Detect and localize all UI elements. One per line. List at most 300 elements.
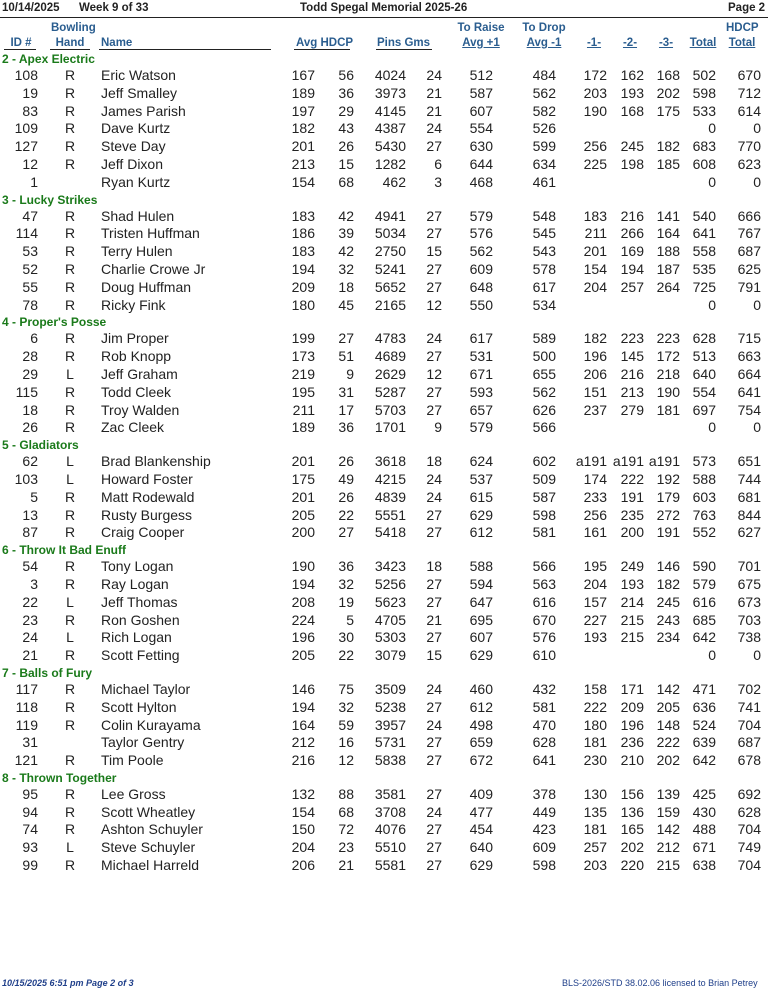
table-row	[0, 594, 768, 612]
cell-gms: 24	[426, 488, 442, 505]
cell-g3: 272	[656, 506, 680, 523]
cell-g3: 192	[656, 470, 680, 487]
cell-g3: 187	[656, 260, 680, 277]
cell-hand: R	[64, 243, 76, 260]
cell-pins: 3973	[374, 84, 406, 101]
cell-g3: 181	[656, 401, 680, 418]
cell-drop: 609	[532, 839, 556, 856]
cell-gms: 27	[426, 401, 442, 418]
cell-g1: 180	[583, 716, 607, 733]
table-row	[0, 85, 768, 103]
cell-total: 425	[692, 785, 716, 802]
cell-gms: 21	[426, 611, 442, 628]
cell-pins: 3079	[374, 647, 406, 664]
cell-avg: 175	[291, 470, 315, 487]
cell-hdcp-total: 678	[737, 752, 761, 769]
cell-hdcp: 18	[338, 278, 354, 295]
cell-hand: R	[64, 611, 76, 628]
cell-drop: 378	[532, 785, 556, 802]
cell-avg: 167	[291, 67, 315, 83]
table-row	[0, 138, 768, 156]
cell-total: 590	[692, 558, 716, 575]
cell-raise: 498	[469, 716, 493, 733]
cell-g2: 222	[620, 470, 644, 487]
cell-name: Taylor Gentry	[101, 734, 185, 751]
cell-id: 13	[22, 506, 38, 523]
cell-g1: 135	[583, 803, 607, 820]
cell-avg: 201	[291, 138, 315, 155]
cell-hand: R	[64, 680, 76, 697]
cell-id: 22	[22, 593, 38, 610]
cell-total: 683	[692, 138, 716, 155]
cell-hdcp-total: 754	[737, 401, 761, 418]
cell-g2: 215	[620, 629, 644, 646]
cell-g1: 193	[583, 629, 607, 646]
cell-id: 6	[30, 330, 38, 347]
table-row	[0, 752, 768, 770]
cell-hdcp-total: 651	[737, 453, 761, 470]
cell-hdcp: 32	[338, 260, 354, 277]
cell-hdcp-total: 663	[737, 348, 761, 365]
cell-drop: 581	[532, 698, 556, 715]
cell-hdcp: 68	[338, 173, 354, 190]
cell-raise: 617	[469, 330, 493, 347]
cell-total: 573	[692, 453, 716, 470]
cell-raise: 640	[469, 839, 493, 856]
column-headers	[0, 20, 768, 52]
cell-id: 118	[15, 698, 38, 715]
cell-raise: 615	[469, 488, 493, 505]
cell-g1: 204	[583, 575, 607, 592]
cell-avg: 189	[291, 419, 315, 436]
cell-total: 640	[692, 365, 716, 382]
cell-hdcp: 51	[338, 348, 354, 365]
cell-name: Colin Kurayama	[101, 716, 201, 733]
cell-hdcp-total: 767	[737, 225, 761, 242]
cell-g2: 162	[620, 67, 644, 83]
team-header: 8 - Thrown Together	[2, 770, 117, 785]
cell-id: 28	[22, 348, 38, 365]
cell-hdcp-total: 675	[737, 575, 761, 592]
cell-g3: 172	[656, 348, 680, 365]
cell-total: 533	[692, 102, 716, 119]
cell-hand: R	[64, 752, 76, 769]
cell-g1: 195	[583, 558, 607, 575]
cell-raise: 609	[469, 260, 493, 277]
cell-name: Jeff Dixon	[101, 155, 163, 172]
cell-hdcp-total: 687	[737, 243, 761, 260]
cell-g2: 156	[620, 785, 644, 802]
cell-gms: 18	[426, 558, 442, 575]
cell-hdcp-total: 687	[737, 734, 761, 751]
cell-drop: 582	[532, 102, 556, 119]
cell-g2: 145	[620, 348, 644, 365]
cell-gms: 27	[426, 225, 442, 242]
cell-hdcp-total: 712	[737, 84, 761, 101]
cell-drop: 526	[532, 120, 556, 137]
cell-hand: R	[64, 383, 76, 400]
cell-pins: 5303	[374, 629, 406, 646]
cell-hdcp: 42	[338, 243, 354, 260]
cell-raise: 647	[469, 593, 493, 610]
cell-hdcp: 32	[338, 575, 354, 592]
cell-g1: 230	[583, 752, 607, 769]
cell-name: Eric Watson	[101, 67, 176, 83]
cell-drop: 470	[532, 716, 556, 733]
col-avg-hdcp: Avg HDCP	[296, 37, 354, 49]
cell-raise: 659	[469, 734, 493, 751]
cell-drop: 562	[532, 84, 556, 101]
cell-g2: 249	[620, 558, 644, 575]
cell-hdcp: 27	[338, 330, 354, 347]
report-header	[0, 0, 768, 18]
cell-total: 641	[692, 225, 716, 242]
cell-g2: 209	[620, 698, 644, 715]
cell-gms: 12	[426, 296, 442, 313]
cell-drop: 566	[532, 558, 556, 575]
cell-total: 579	[692, 575, 716, 592]
cell-pins: 5652	[374, 278, 406, 295]
cell-hdcp: 27	[338, 524, 354, 541]
cell-hdcp: 36	[338, 558, 354, 575]
cell-gms: 27	[426, 629, 442, 646]
cell-hdcp-total: 704	[737, 857, 761, 874]
cell-g1: 190	[583, 102, 607, 119]
cell-avg: 194	[291, 260, 315, 277]
cell-gms: 27	[426, 575, 442, 592]
cell-total: 725	[692, 278, 716, 295]
cell-id: 54	[22, 558, 38, 575]
cell-id: 24	[22, 629, 38, 646]
cell-g3: 202	[656, 752, 680, 769]
cell-raise: 695	[469, 611, 493, 628]
cell-id: 21	[22, 647, 38, 664]
cell-hdcp: 30	[338, 629, 354, 646]
cell-pins: 5238	[374, 698, 406, 715]
cell-total: 642	[692, 752, 716, 769]
cell-g3: 234	[656, 629, 680, 646]
cell-drop: 534	[532, 296, 556, 313]
cell-total: 488	[692, 821, 716, 838]
cell-avg: 150	[291, 821, 315, 838]
cell-g2: 215	[620, 611, 644, 628]
cell-hdcp-total: 704	[737, 716, 761, 733]
cell-hdcp-total: 741	[737, 698, 761, 715]
cell-g1: 203	[583, 84, 607, 101]
cell-raise: 454	[469, 821, 493, 838]
header-rule	[376, 49, 432, 50]
cell-total: 642	[692, 629, 716, 646]
cell-g3: 218	[656, 365, 680, 382]
cell-g2: 266	[620, 225, 644, 242]
cell-gms: 18	[426, 453, 442, 470]
cell-hand: R	[64, 698, 76, 715]
cell-g2: 223	[620, 330, 644, 347]
cell-total: 616	[692, 593, 716, 610]
team-header: 3 - Lucky Strikes	[2, 192, 98, 207]
cell-gms: 27	[426, 593, 442, 610]
cell-hdcp: 29	[338, 102, 354, 119]
cell-hdcp: 15	[338, 155, 354, 172]
cell-gms: 27	[426, 857, 442, 874]
cell-g1: 182	[583, 330, 607, 347]
table-row	[0, 174, 768, 192]
cell-drop: 602	[532, 453, 556, 470]
cell-total: 502	[692, 67, 716, 83]
cell-g2: 200	[620, 524, 644, 541]
cell-g1: 256	[583, 506, 607, 523]
table-row	[0, 330, 768, 348]
cell-gms: 27	[426, 734, 442, 751]
cell-id: 3	[30, 575, 38, 592]
cell-gms: 27	[426, 785, 442, 802]
cell-id: 103	[14, 470, 38, 487]
cell-hand: R	[64, 575, 76, 592]
cell-drop: 599	[532, 138, 556, 155]
cell-name: Rob Knopp	[101, 348, 172, 365]
cell-raise: 531	[469, 348, 493, 365]
cell-hdcp-total: 0	[753, 419, 761, 436]
cell-hand: R	[64, 558, 76, 575]
cell-g1: 237	[583, 401, 607, 418]
cell-hand: R	[64, 716, 76, 733]
cell-total: 0	[708, 120, 716, 137]
cell-pins: 5241	[374, 260, 406, 277]
cell-g2: 196	[620, 716, 644, 733]
cell-drop: 616	[532, 593, 556, 610]
cell-drop: 578	[532, 260, 556, 277]
col-hand: Hand	[55, 37, 85, 49]
cell-raise: 657	[469, 401, 493, 418]
cell-gms: 24	[426, 803, 442, 820]
cell-avg: 183	[291, 207, 315, 224]
cell-raise: 554	[469, 120, 493, 137]
cell-g1: 196	[583, 348, 607, 365]
col-name: Name	[101, 37, 133, 49]
cell-hdcp-total: 791	[737, 278, 761, 295]
cell-raise: 672	[469, 752, 493, 769]
cell-gms: 27	[426, 524, 442, 541]
cell-hdcp: 59	[338, 716, 354, 733]
cell-g1: 206	[583, 365, 607, 382]
cell-g3: 141	[656, 207, 680, 224]
cell-hdcp: 56	[338, 67, 354, 83]
report-week: Week 9 of 33	[79, 2, 149, 14]
cell-id: 55	[22, 278, 38, 295]
cell-hdcp-total: 692	[737, 785, 761, 802]
cell-gms: 27	[426, 348, 442, 365]
cell-name: Steve Day	[101, 138, 166, 155]
cell-hdcp-total: 628	[737, 803, 761, 820]
cell-hdcp: 22	[338, 506, 354, 523]
cell-avg: 219	[291, 365, 315, 382]
cell-gms: 24	[426, 120, 442, 137]
cell-total: 513	[692, 348, 716, 365]
col-hdcp-top: HDCP	[726, 22, 759, 34]
table-row	[0, 558, 768, 576]
cell-gms: 27	[426, 839, 442, 856]
cell-gms: 21	[426, 84, 442, 101]
cell-hdcp-total: 0	[753, 296, 761, 313]
cell-g3: 188	[656, 243, 680, 260]
cell-total: 685	[692, 611, 716, 628]
cell-pins: 4215	[374, 470, 406, 487]
cell-avg: 212	[291, 734, 315, 751]
cell-g3: 222	[656, 734, 680, 751]
cell-hdcp: 43	[338, 120, 354, 137]
cell-pins: 5510	[374, 839, 406, 856]
cell-drop: 670	[532, 611, 556, 628]
cell-id: 99	[22, 857, 38, 874]
cell-total: 638	[692, 857, 716, 874]
cell-avg: 194	[291, 698, 315, 715]
team-header: 5 - Gladiators	[2, 438, 79, 453]
cell-hand: R	[64, 84, 76, 101]
cell-raise: 409	[469, 785, 493, 802]
cell-g3: 146	[656, 558, 680, 575]
cell-g1: 151	[583, 383, 607, 400]
cell-hand: R	[64, 207, 76, 224]
cell-hand: L	[66, 470, 74, 487]
cell-g2: 210	[620, 752, 644, 769]
cell-id: 53	[22, 243, 38, 260]
cell-g1: 181	[583, 821, 607, 838]
cell-id: 12	[22, 155, 38, 172]
table-row	[0, 804, 768, 822]
cell-hdcp: 26	[338, 488, 354, 505]
cell-name: Michael Harreld	[101, 857, 200, 874]
cell-raise: 587	[469, 84, 493, 101]
cell-gms: 3	[434, 173, 442, 190]
cell-pins: 4783	[374, 330, 406, 347]
cell-drop: 423	[532, 821, 556, 838]
cell-name: Scott Fetting	[101, 647, 180, 664]
cell-hdcp: 9	[346, 365, 354, 382]
cell-g1: 154	[583, 260, 607, 277]
cell-raise: 612	[469, 698, 493, 715]
cell-total: 588	[692, 470, 716, 487]
cell-avg: 190	[291, 558, 315, 575]
cell-pins: 1282	[374, 155, 406, 172]
cell-id: 87	[22, 524, 38, 541]
cell-hdcp: 68	[338, 803, 354, 820]
cell-gms: 27	[426, 821, 442, 838]
cell-id: 94	[22, 803, 38, 820]
cell-name: Terry Hulen	[101, 243, 173, 260]
cell-g2: 136	[620, 803, 644, 820]
cell-hdcp: 36	[338, 84, 354, 101]
table-row	[0, 297, 768, 315]
cell-drop: 617	[532, 278, 556, 295]
cell-hdcp-total: 0	[753, 120, 761, 137]
cell-hdcp: 45	[338, 296, 354, 313]
roster-table	[0, 51, 768, 875]
cell-g1: 211	[584, 225, 607, 242]
cell-drop: 432	[532, 680, 556, 697]
cell-g3: 245	[656, 593, 680, 610]
cell-raise: 576	[469, 225, 493, 242]
cell-g2: 214	[620, 593, 644, 610]
cell-avg: 200	[291, 524, 315, 541]
table-row	[0, 348, 768, 366]
cell-pins: 5623	[374, 593, 406, 610]
cell-drop: 500	[532, 348, 556, 365]
cell-g3: 215	[656, 857, 680, 874]
table-row	[0, 857, 768, 875]
cell-hdcp: 23	[338, 839, 354, 856]
cell-g1: 201	[583, 243, 607, 260]
table-row	[0, 384, 768, 402]
team-header: 4 - Proper's Posse	[2, 315, 107, 330]
cell-gms: 27	[426, 506, 442, 523]
cell-pins: 4705	[374, 611, 406, 628]
cell-hand: L	[66, 839, 74, 856]
table-row	[0, 402, 768, 420]
cell-drop: 628	[532, 734, 556, 751]
cell-raise: 629	[469, 506, 493, 523]
cell-name: Dave Kurtz	[101, 120, 171, 137]
cell-g2: 236	[620, 734, 644, 751]
cell-g1: 257	[583, 839, 607, 856]
cell-name: Brad Blankenship	[101, 453, 211, 470]
cell-gms: 6	[434, 155, 442, 172]
cell-avg: 213	[291, 155, 315, 172]
cell-g3: 168	[656, 67, 680, 83]
cell-g1: 227	[583, 611, 607, 628]
table-row	[0, 839, 768, 857]
col-hand-top: Bowling	[51, 22, 96, 34]
report-date: 10/14/2025	[2, 2, 60, 14]
cell-avg: 211	[292, 401, 315, 418]
cell-g2: 220	[620, 857, 644, 874]
cell-name: Jeff Graham	[101, 365, 178, 382]
cell-g1: 172	[583, 67, 607, 83]
cell-hand: R	[64, 260, 76, 277]
cell-raise: 607	[469, 629, 493, 646]
cell-name: Tim Poole	[101, 752, 164, 769]
cell-id: 23	[22, 611, 38, 628]
cell-id: 18	[22, 401, 38, 418]
cell-avg: 197	[291, 102, 315, 119]
cell-g1: 233	[583, 488, 607, 505]
cell-gms: 27	[426, 260, 442, 277]
cell-id: 62	[22, 453, 38, 470]
cell-pins: 3957	[374, 716, 406, 733]
cell-drop: 626	[532, 401, 556, 418]
cell-hand: L	[66, 453, 74, 470]
cell-hdcp: 32	[338, 698, 354, 715]
cell-pins: 3708	[374, 803, 406, 820]
cell-g1: 222	[583, 698, 607, 715]
table-row	[0, 647, 768, 665]
cell-drop: 576	[532, 629, 556, 646]
table-row	[0, 524, 768, 542]
cell-hdcp-total: 738	[737, 629, 761, 646]
cell-id: 93	[22, 839, 38, 856]
cell-g3: 142	[656, 821, 680, 838]
cell-hdcp-total: 749	[737, 839, 761, 856]
cell-hand: R	[64, 330, 76, 347]
table-row	[0, 629, 768, 647]
cell-raise: 460	[469, 680, 493, 697]
cell-hdcp: 19	[338, 593, 354, 610]
team-header: 7 - Balls of Fury	[2, 665, 93, 680]
header-rule	[294, 49, 350, 50]
cell-g2: 202	[620, 839, 644, 856]
cell-hand: R	[64, 419, 76, 436]
table-row	[0, 821, 768, 839]
table-row	[0, 489, 768, 507]
